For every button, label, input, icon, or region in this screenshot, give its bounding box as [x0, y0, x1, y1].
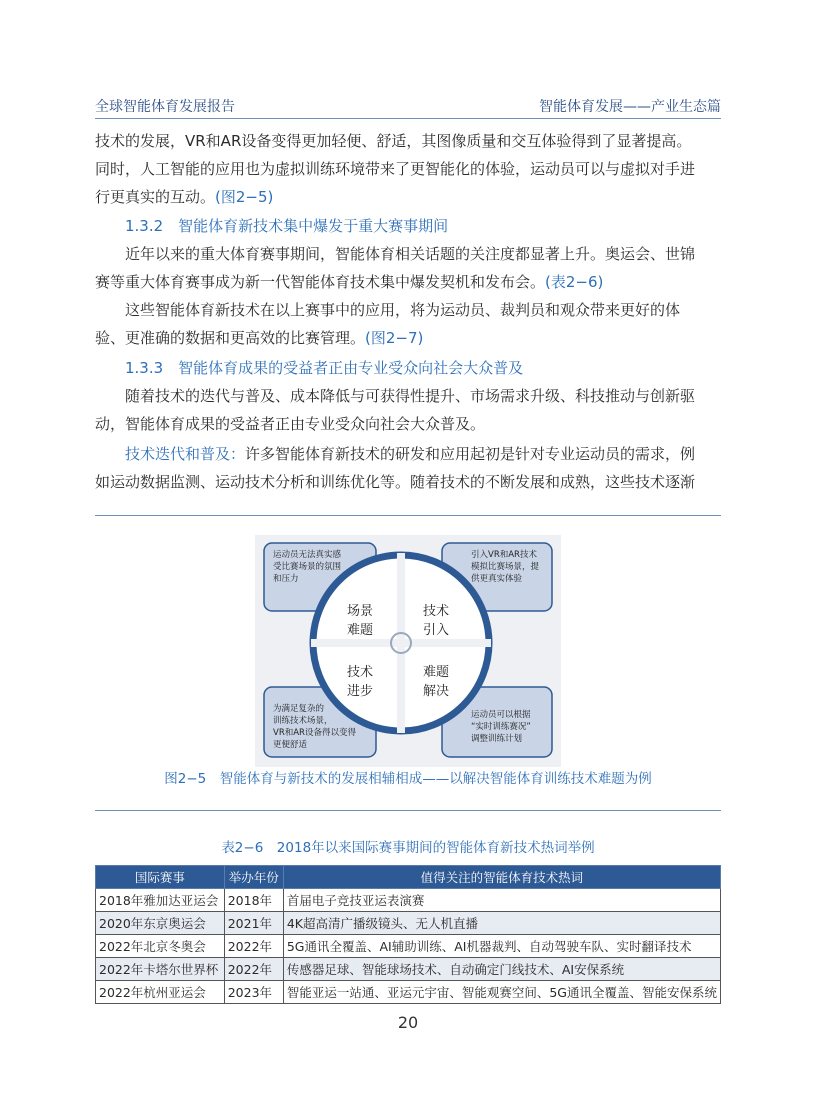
bubble-bl-line1: 为满足复杂的	[273, 704, 325, 714]
quadrant-tr-line2: 引入	[422, 623, 450, 638]
diagram-svg	[255, 535, 561, 767]
bubble-bl-line2: 训练技术场景，	[273, 716, 333, 726]
hotwords-table	[95, 865, 721, 1004]
bubble-tl-line1: 运动员无法真实感	[273, 550, 342, 560]
bubble-bl-line4: 更便舒适	[273, 740, 308, 750]
table-row	[96, 981, 721, 1004]
section-heading-1-3-2: 1.3.2 智能体育新技术集中爆发于重大赛事期间	[125, 217, 449, 235]
paragraph-5	[95, 440, 721, 496]
figure-ref-2-7[interactable]: (图2−7)	[365, 329, 424, 347]
cell-event: 2022年北京冬奥会	[96, 935, 225, 958]
p3-line2: 验、更准确的数据和更高效的比赛管理。	[95, 329, 366, 347]
figure-ref-2-5[interactable]: (图2−5)	[215, 188, 274, 206]
quadrant-tl-line1: 场景	[346, 604, 374, 619]
cell-event: 2022年杭州亚运会	[96, 981, 225, 1004]
p4-line2: 动，智能体育成果的受益者正由专业受众向社会大众普及。	[95, 415, 486, 433]
header-year: 举办年份	[224, 866, 283, 889]
bubble-tl-line2: 受比赛场景的氛围	[273, 562, 342, 572]
p1-line1: 技术的发展，VR和AR设备变得更加轻便、舒适，其图像质量和交互体验得到了显著提高。	[95, 132, 692, 150]
page-number: 20	[397, 1013, 419, 1032]
running-header-title: 全球智能体育发展报告	[95, 99, 235, 115]
paragraph-3	[95, 296, 721, 352]
table-ref-2-6[interactable]: (表2−6)	[545, 273, 604, 291]
figure-caption: 图2−5 智能体育与新技术的发展相辅相成——以解决智能体育训练技术难题为例	[164, 771, 652, 787]
bubble-br-line2: “实时训练赛况”	[471, 722, 531, 732]
section-heading-1-3-3: 1.3.3 智能体育成果的受益者正由专业受众向社会大众普及	[125, 359, 524, 377]
table-row	[96, 958, 721, 981]
table-top-rule	[95, 810, 721, 811]
paragraph-1	[95, 127, 721, 211]
table-header-row	[96, 866, 721, 889]
cell-keywords: 首届电子竞技亚运表演赛	[283, 889, 720, 912]
table-row	[96, 912, 721, 935]
p3-line1: 这些智能体育新技术在以上赛事中的应用，将为运动员、裁判员和观众带来更好的体	[125, 301, 681, 319]
table-row	[96, 935, 721, 958]
header-rule	[95, 118, 721, 119]
cell-event: 2020年东京奥运会	[96, 912, 225, 935]
quadrant-bl-line1: 技术	[346, 665, 374, 680]
table-caption: 表2−6 2018年以来国际赛事期间的智能体育新技术热词举例	[221, 840, 595, 856]
cell-keywords: 4K超高清广播级镜头、无人机直播	[283, 912, 720, 935]
p2-line2: 赛等重大体育赛事成为新一代智能体育技术集中爆发契机和发布会。	[95, 273, 546, 291]
p5-line2: 如运动数据监测、运动技术分析和训练优化等。随着技术的不断发展和成熟，这些技术逐渐	[95, 473, 696, 491]
bubble-tr-line2: 模拟比赛场景，提	[471, 562, 540, 572]
cell-year: 2023年	[224, 981, 283, 1004]
paragraph-2	[95, 240, 721, 296]
bubble-tl-line3: 和压力	[273, 574, 299, 584]
cell-year: 2021年	[224, 912, 283, 935]
bubble-br-line1: 运动员可以根据	[471, 710, 531, 720]
p1-line3: 行更真实的互动。	[95, 188, 216, 206]
bubble-bl-line3: VR和AR设备得以变得	[273, 728, 356, 738]
cell-year: 2022年	[224, 958, 283, 981]
cell-keywords: 5G通讯全覆盖、AI辅助训练、AI机器裁判、自动驾驶车队、实时翻译技术	[283, 935, 720, 958]
p5-line1: 许多智能体育新技术的研发和应用起初是针对专业运动员的需求，例	[245, 445, 696, 463]
header-keywords: 值得关注的智能体育技术热词	[283, 866, 720, 889]
p1-line2: 同时，人工智能的应用也为虚拟训练环境带来了更智能化的体验，运动员可以与虚拟对手进	[95, 160, 696, 178]
cell-year: 2022年	[224, 935, 283, 958]
p4-line1: 随着技术的迭代与普及、成本降低与可获得性提升、市场需求升级、科技推动与创新驱	[125, 387, 696, 405]
quadrant-bl-line2: 进步	[346, 684, 374, 699]
bubble-br-line3: 调整训练计划	[471, 734, 523, 744]
cell-event: 2022年卡塔尔世界杯	[96, 958, 225, 981]
circle-divider-horizontal	[311, 639, 491, 647]
cell-keywords: 智能亚运一站通、亚运元宇宙、智能观赛空间、5G通讯全覆盖、智能安保系统	[283, 981, 720, 1004]
quadrant-tr-line1: 技术	[422, 604, 450, 619]
cell-event: 2018年雅加达亚运会	[96, 889, 225, 912]
cell-keywords: 传感器足球、智能球场技术、自动确定门线技术、AI安保系统	[283, 958, 720, 981]
table-row	[96, 889, 721, 912]
figure-top-rule	[95, 515, 721, 516]
paragraph-4	[95, 382, 721, 438]
bubble-tr-line1: 引入VR和AR技术	[471, 550, 537, 560]
bubble-tr-line3: 供更真实体验	[471, 574, 523, 584]
p5-label: 技术迭代和普及：	[125, 445, 246, 463]
figure-2-5-diagram	[255, 535, 561, 767]
p2-line1: 近年以来的重大体育赛事期间，智能体育相关话题的关注度都显著上升。奥运会、世锦	[125, 245, 696, 263]
quadrant-tl-line2: 难题	[346, 623, 374, 638]
quadrant-br-line1: 难题	[422, 665, 450, 680]
quadrant-br-line2: 解决	[422, 684, 450, 699]
running-header-section: 智能体育发展——产业生态篇	[539, 99, 721, 115]
header-event: 国际赛事	[96, 866, 225, 889]
cell-year: 2018年	[224, 889, 283, 912]
